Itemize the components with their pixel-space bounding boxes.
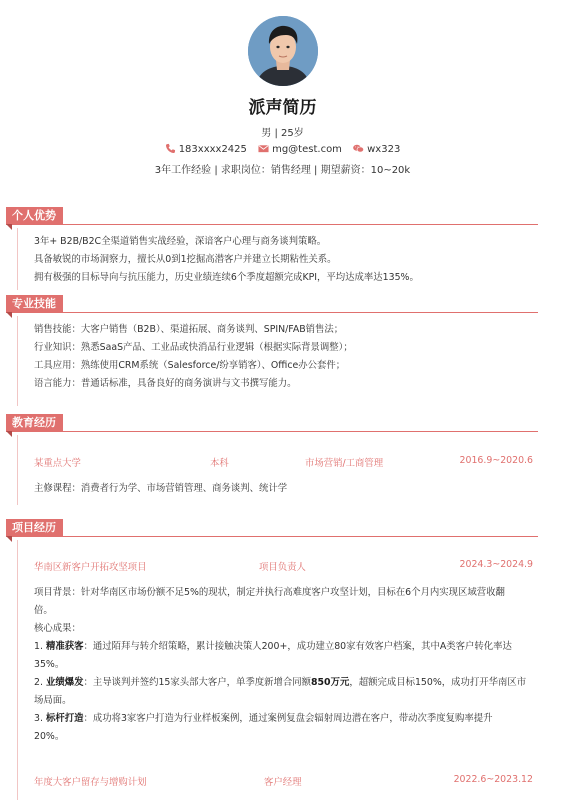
degree: 本科 xyxy=(210,458,229,469)
section-timeline-line xyxy=(17,435,18,505)
result-item-3-cont: 20%。 xyxy=(34,731,65,742)
advantage-line: 具备敏锐的市场洞察力，擅长从0到1挖掘高潜客户并建立长期粘性关系。 xyxy=(34,254,337,265)
project-period: 2022.6~2023.12 xyxy=(453,774,533,785)
project-role: 客户经理 xyxy=(264,777,302,788)
ribbon-fold xyxy=(6,224,12,230)
skills-text xyxy=(34,321,534,393)
major: 市场营销/工商管理 xyxy=(305,458,384,469)
result-item-2 xyxy=(34,674,534,692)
result-amount: 850万元 xyxy=(311,677,350,688)
email-item xyxy=(258,143,342,155)
results-label: 核心成果： xyxy=(34,623,81,634)
wechat-icon xyxy=(353,143,364,154)
skill-line: 工具应用：熟练使用CRM系统（Salesforce/纷享销客）、Office办公套件； xyxy=(34,360,346,371)
section-timeline-line xyxy=(17,228,18,290)
result-number: 1. xyxy=(34,641,46,652)
contact-line xyxy=(0,143,565,155)
avatar xyxy=(248,16,318,86)
result-keyword: 精准获客 xyxy=(45,641,84,652)
ribbon-fold xyxy=(6,312,12,318)
project-name: 年度大客户留存与增购计划 xyxy=(34,777,147,788)
project-row xyxy=(34,774,533,788)
section-timeline-line xyxy=(17,540,18,800)
section-title: 专业技能 xyxy=(6,295,63,312)
email-text: mg@test.com xyxy=(272,144,342,155)
school-name: 某重点大学 xyxy=(34,458,81,469)
result-item-1-cont: 35%。 xyxy=(34,659,65,670)
skill-line: 行业知识：熟悉SaaS产品、工业品或快消品行业逻辑（根据实际背景调整）； xyxy=(34,342,353,353)
skill-line: 销售技能：大客户销售（B2B）、渠道拓展、商务谈判、SPIN/FAB销售法； xyxy=(34,324,344,335)
section-title: 项目经历 xyxy=(6,519,63,536)
project-name: 华南区新客户开拓攻坚项目 xyxy=(34,562,147,573)
project-role: 项目负责人 xyxy=(259,562,306,573)
phone-icon xyxy=(165,143,176,154)
result-text: ：主导谈判并签约15家头部大客户，单季度新增合同额 xyxy=(83,677,312,688)
courses: 主修课程：消费者行为学、市场营销管理、商务谈判、统计学 xyxy=(34,483,288,494)
result-keyword: 标杆打造 xyxy=(45,713,84,724)
advantage-line: 拥有极强的目标导向与抗压能力，历史业绩连续6个季度超额完成KPI，平均达成率达135%。 xyxy=(34,272,419,283)
result-item-3 xyxy=(34,710,534,728)
result-text: ：成功将3家客户打造为行业样板案例，通过案例复盘会辐射周边潜在客户，带动次季度复购率提升 xyxy=(83,713,493,724)
resume-name: 派声简历 xyxy=(248,98,317,118)
section-advantage-header xyxy=(6,207,538,227)
section-skills-header xyxy=(6,295,538,315)
section-timeline-line xyxy=(17,316,18,406)
ribbon-fold xyxy=(6,431,12,437)
section-title: 个人优势 xyxy=(6,207,63,224)
result-number: 3. xyxy=(34,713,46,724)
advantage-line: 3年+ B2B/B2C全渠道销售实战经验，深谙客户心理与商务谈判策略。 xyxy=(34,236,327,247)
phone-item xyxy=(165,143,247,155)
wechat-text: wx323 xyxy=(367,144,401,155)
project-row xyxy=(34,559,533,573)
project-background: 项目背景：针对华南区市场份额不足5%的现状，制定并执行高难度客户攻坚计划，目标在6个月内实现区域营收翻 xyxy=(34,587,505,598)
job-intent: 3年工作经验 | 求职岗位：销售经理 | 期望薪资：10~20k xyxy=(154,165,411,176)
skill-line: 语言能力：普通话标准，具备良好的商务演讲与文书撰写能力。 xyxy=(34,378,297,389)
result-number: 2. xyxy=(34,677,46,688)
project-details xyxy=(34,584,534,746)
section-divider xyxy=(6,431,538,432)
result-text: ：通过陌拜与转介绍策略，累计接触决策人200+，成功建立80家有效客户档案，其中A类客户转化率达 xyxy=(83,641,512,652)
section-education-header xyxy=(6,414,538,434)
ribbon-fold xyxy=(6,536,12,542)
project-period: 2024.3~2024.9 xyxy=(459,559,533,570)
result-text: ，超额完成目标150%，成功打开华南区市 xyxy=(349,677,527,688)
section-divider xyxy=(6,224,538,225)
result-keyword: 业绩爆发 xyxy=(45,677,84,688)
section-divider xyxy=(6,536,538,537)
wechat-item xyxy=(353,143,400,155)
result-item-2-cont: 场局面。 xyxy=(34,695,72,706)
advantage-text xyxy=(34,233,534,287)
mail-icon xyxy=(258,143,269,154)
project-background-cont: 倍。 xyxy=(34,605,53,616)
result-item-1 xyxy=(34,638,534,656)
section-projects-header xyxy=(6,519,538,539)
avatar-photo xyxy=(248,16,318,86)
education-period: 2016.9~2020.6 xyxy=(459,455,533,466)
basic-info: 男 | 25岁 xyxy=(261,128,304,139)
section-divider xyxy=(6,312,538,313)
section-title: 教育经历 xyxy=(6,414,63,431)
phone-text: 183xxxx2425 xyxy=(178,144,247,155)
education-row xyxy=(34,455,533,469)
